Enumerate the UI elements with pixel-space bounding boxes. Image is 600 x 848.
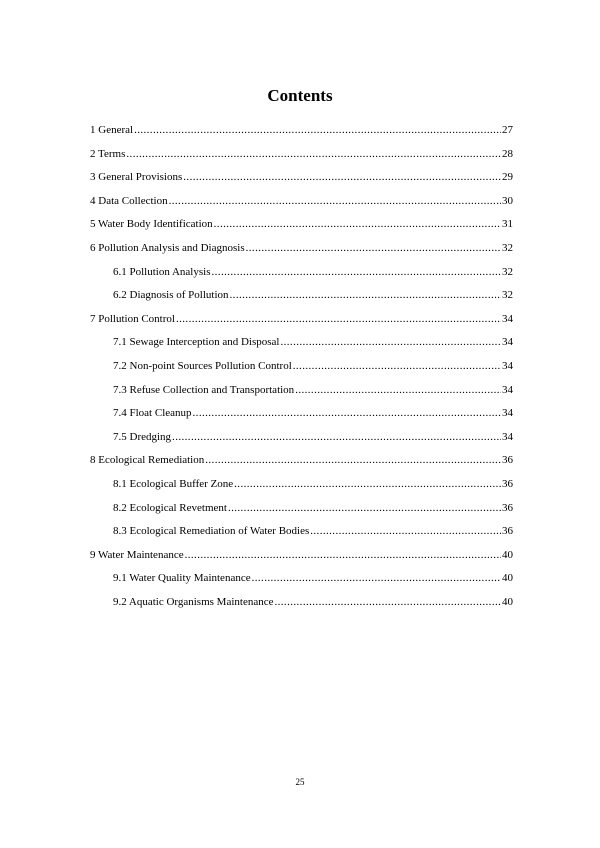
toc-entry-label: 1 General — [90, 124, 134, 136]
toc-subentry[interactable] — [90, 567, 513, 591]
table-of-contents — [90, 119, 513, 614]
toc-entry[interactable] — [90, 190, 513, 214]
toc-entry-page: 40 — [502, 572, 513, 585]
toc-subentry[interactable] — [90, 591, 513, 615]
toc-entry-label: 6 Pollution Analysis and Diagnosis — [90, 241, 245, 254]
toc-leader-dots — [252, 567, 501, 591]
toc-leader-dots — [234, 473, 501, 497]
toc-leader-dots — [183, 166, 501, 190]
toc-entry-label: 7.5 Dredging — [113, 430, 172, 443]
toc-entry[interactable] — [90, 166, 513, 190]
toc-leader-dots — [228, 497, 501, 521]
toc-entry-label: 8.3 Ecological Remediation of Water Bodies — [113, 525, 310, 538]
footer-page-number: 25 — [295, 777, 305, 787]
toc-subentry[interactable] — [90, 331, 513, 355]
toc-leader-dots — [246, 237, 501, 261]
toc-entry-page: 32 — [502, 241, 513, 254]
toc-leader-dots — [293, 355, 501, 379]
toc-entry-label: 9.2 Aquatic Organisms Maintenance — [113, 595, 274, 608]
toc-leader-dots — [126, 143, 501, 167]
toc-leader-dots — [205, 449, 501, 473]
toc-subentry[interactable] — [90, 261, 513, 285]
toc-entry-label: 8 Ecological Remediation — [90, 454, 205, 467]
toc-entry-page: 32 — [502, 289, 513, 302]
toc-leader-dots — [134, 119, 501, 143]
toc-entry[interactable] — [90, 237, 513, 261]
toc-entry-page: 34 — [502, 336, 513, 349]
toc-entry-label: 7 Pollution Control — [90, 312, 175, 325]
toc-entry-label: 6.1 Pollution Analysis — [113, 265, 211, 278]
toc-entry-label: 4 Data Collection — [90, 194, 168, 207]
toc-subentry[interactable] — [90, 497, 513, 521]
toc-leader-dots — [193, 402, 501, 426]
toc-entry-page: 28 — [502, 147, 513, 160]
toc-entry-page: 40 — [502, 595, 513, 608]
toc-leader-dots — [274, 591, 501, 615]
toc-entry[interactable] — [90, 544, 513, 568]
toc-leader-dots — [212, 261, 502, 285]
toc-subentry[interactable] — [90, 426, 513, 450]
page-title: Contents — [267, 86, 333, 105]
toc-entry-page: 36 — [502, 525, 513, 538]
toc-entry[interactable] — [90, 119, 513, 143]
toc-subentry[interactable] — [90, 379, 513, 403]
toc-subentry[interactable] — [90, 473, 513, 497]
toc-subentry[interactable] — [90, 520, 513, 544]
toc-leader-dots — [172, 426, 501, 450]
toc-entry-label: 9 Water Maintenance — [90, 548, 184, 561]
toc-entry-label: 7.2 Non-point Sources Pollution Control — [113, 359, 292, 372]
toc-entry-label: 7.1 Sewage Interception and Disposal — [113, 336, 280, 349]
toc-subentry[interactable] — [90, 284, 513, 308]
toc-entry-page: 32 — [502, 265, 513, 278]
toc-entry-page: 27 — [502, 124, 513, 136]
toc-entry-label: 6.2 Diagnosis of Pollution — [113, 289, 229, 302]
toc-leader-dots — [169, 190, 501, 214]
toc-leader-dots — [214, 213, 501, 237]
toc-entry[interactable] — [90, 213, 513, 237]
toc-entry-page: 34 — [502, 359, 513, 372]
toc-entry[interactable] — [90, 143, 513, 167]
toc-entry-label: 9.1 Water Quality Maintenance — [113, 572, 251, 585]
toc-entry-label: 8.1 Ecological Buffer Zone — [113, 477, 234, 490]
toc-entry[interactable] — [90, 449, 513, 473]
toc-entry-page: 34 — [502, 430, 513, 443]
toc-subentry[interactable] — [90, 355, 513, 379]
toc-entry-page: 36 — [502, 501, 513, 514]
toc-entry[interactable] — [90, 308, 513, 332]
toc-entry-page: 34 — [502, 407, 513, 420]
toc-leader-dots — [230, 284, 501, 308]
toc-entry-page: 40 — [502, 548, 513, 561]
toc-entry-page: 34 — [502, 312, 513, 325]
toc-entry-page: 36 — [502, 454, 513, 467]
toc-entry-label: 7.4 Float Cleanup — [113, 407, 192, 420]
toc-entry-page: 34 — [502, 383, 513, 396]
toc-entry-page: 29 — [502, 171, 513, 184]
toc-entry-label: 7.3 Refuse Collection and Transportation — [113, 383, 295, 396]
toc-leader-dots — [280, 331, 501, 355]
toc-entry-label: 2 Terms — [90, 147, 126, 160]
toc-entry-page: 30 — [502, 194, 513, 207]
toc-leader-dots — [176, 308, 501, 332]
toc-entry-label: 5 Water Body Identification — [90, 218, 213, 231]
toc-entry-page: 36 — [502, 477, 513, 490]
toc-entry-page: 31 — [502, 218, 513, 231]
toc-subentry[interactable] — [90, 402, 513, 426]
toc-leader-dots — [185, 544, 501, 568]
toc-entry-label: 8.2 Ecological Revetment — [113, 501, 227, 514]
toc-leader-dots — [295, 379, 501, 403]
toc-leader-dots — [310, 520, 501, 544]
toc-entry-label: 3 General Provisions — [90, 171, 183, 184]
